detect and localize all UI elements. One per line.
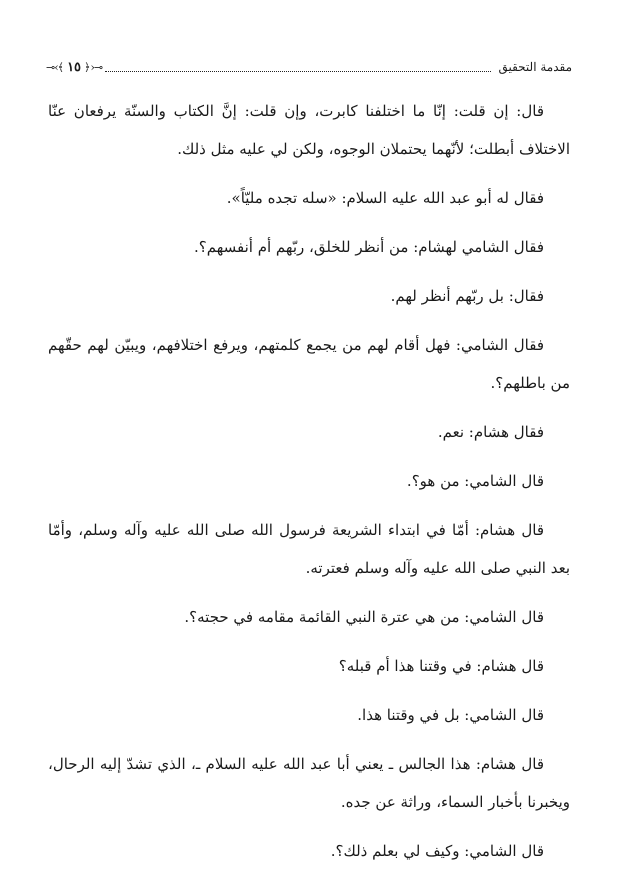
page-number-group: [46, 60, 102, 75]
paragraph: قال الشامي: من هو؟.: [406, 472, 544, 490]
paragraph: فقال هشام: نعم.: [437, 423, 544, 441]
paragraph: قال الشامي: بل في وقتنا هذا.: [357, 706, 544, 724]
paragraph: فقال له أبو عبد الله عليه السلام: «سله تجده مليّاً».: [226, 189, 544, 207]
body-text: [48, 92, 570, 881]
paragraph: فقال الشامي لهشام: من أنظر للخلق، ربّهم أم أنفسهم؟.: [194, 238, 544, 256]
paragraph: فقال: بل ربّهم أنظر لهم.: [390, 287, 544, 305]
paragraph: قال هشام: أمّا في ابتداء الشريعة فرسول الله صلى الله عليه وآله وسلم، وأمّا بعد النبي صلى الله عليه وآله وسلم فعترته.: [48, 521, 570, 577]
ornament-bracket-left: ﴾: [57, 60, 65, 74]
page-header: [46, 56, 572, 78]
dotted-leader: [105, 71, 491, 72]
paragraph: قال الشامي: من هي عترة النبي القائمة مقامه في حجته؟.: [184, 608, 544, 626]
ornament-left-icon: ⊸‹: [46, 60, 58, 74]
running-title: مقدمة التحقيق: [498, 60, 572, 74]
page-number: ١٥: [67, 59, 82, 75]
ornament-right-icon: ›⊸: [90, 60, 103, 74]
paragraph: قال هشام: هذا الجالس ـ يعني أبا عبد الله عليه السلام ـ، الذي تشدّ إليه الرحال، ويخبرنا بأخبار السماء، وراثة عن جده.: [48, 755, 570, 811]
paragraph: قال هشام: في وقتنا هذا أم قبله؟: [338, 657, 544, 675]
paragraph: قال: إن قلت: إنّا ما اختلفنا كابرت، وإن قلت: إنَّ الكتاب والسنّة يرفعان عنّا الاختلاف أبطلت؛ لأنّهما يحتملان الوجوه، ولكن لي عليه مثل ذلك.: [48, 102, 570, 158]
paragraph: قال الشامي: وكيف لي بعلم ذلك؟.: [330, 842, 544, 860]
paragraph: فقال الشامي: فهل أقام لهم من يجمع كلمتهم، ويرفع اختلافهم، ويبيّن لهم حقّهم من باطلهم؟.: [48, 336, 570, 392]
ornament-bracket-right: ﴿: [84, 60, 91, 74]
